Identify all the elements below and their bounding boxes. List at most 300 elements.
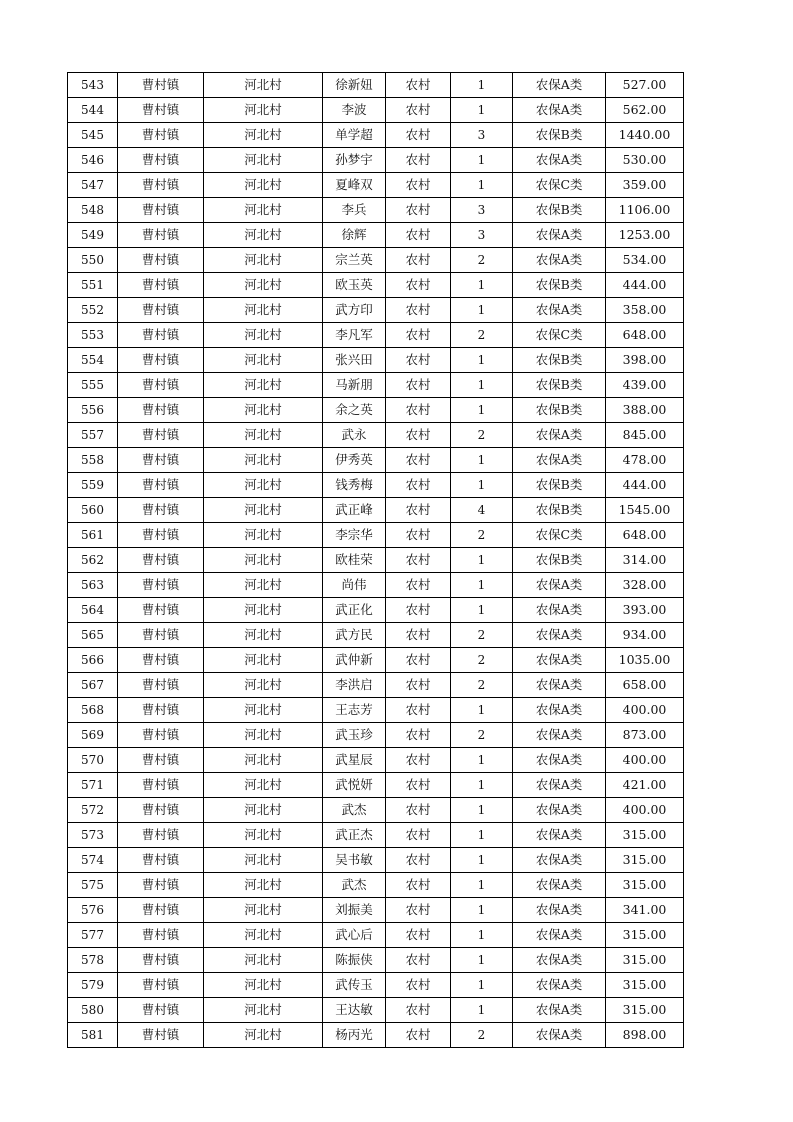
table-row <box>68 298 684 323</box>
table-row <box>68 823 684 848</box>
table-row <box>68 273 684 298</box>
cell-town: 曹村镇 <box>118 423 204 448</box>
table-row <box>68 73 684 98</box>
cell-town: 曹村镇 <box>118 248 204 273</box>
cell-no: 574 <box>68 848 118 873</box>
cell-no: 559 <box>68 473 118 498</box>
cell-amount: 648.00 <box>606 523 684 548</box>
cell-persons: 2 <box>451 673 513 698</box>
cell-category: 农保A类 <box>513 698 606 723</box>
cell-name: 李洪启 <box>323 673 386 698</box>
cell-no: 547 <box>68 173 118 198</box>
cell-area-type: 农村 <box>386 373 451 398</box>
table-row <box>68 673 684 698</box>
cell-town: 曹村镇 <box>118 148 204 173</box>
cell-village: 河北村 <box>204 123 323 148</box>
cell-category: 农保A类 <box>513 823 606 848</box>
cell-town: 曹村镇 <box>118 298 204 323</box>
cell-persons: 1 <box>451 948 513 973</box>
cell-category: 农保B类 <box>513 473 606 498</box>
cell-amount: 444.00 <box>606 473 684 498</box>
cell-no: 544 <box>68 98 118 123</box>
cell-village: 河北村 <box>204 848 323 873</box>
cell-village: 河北村 <box>204 423 323 448</box>
cell-category: 农保C类 <box>513 173 606 198</box>
cell-amount: 398.00 <box>606 348 684 373</box>
cell-category: 农保A类 <box>513 248 606 273</box>
cell-area-type: 农村 <box>386 198 451 223</box>
table-row <box>68 548 684 573</box>
cell-area-type: 农村 <box>386 498 451 523</box>
cell-name: 李宗华 <box>323 523 386 548</box>
cell-village: 河北村 <box>204 573 323 598</box>
cell-name: 钱秀梅 <box>323 473 386 498</box>
cell-persons: 1 <box>451 573 513 598</box>
cell-no: 554 <box>68 348 118 373</box>
cell-village: 河北村 <box>204 1023 323 1048</box>
cell-category: 农保A类 <box>513 148 606 173</box>
cell-no: 580 <box>68 998 118 1023</box>
cell-area-type: 农村 <box>386 823 451 848</box>
cell-no: 567 <box>68 673 118 698</box>
cell-no: 576 <box>68 898 118 923</box>
cell-no: 568 <box>68 698 118 723</box>
cell-name: 武正化 <box>323 598 386 623</box>
table-row <box>68 948 684 973</box>
cell-no: 548 <box>68 198 118 223</box>
cell-town: 曹村镇 <box>118 723 204 748</box>
cell-name: 刘振美 <box>323 898 386 923</box>
cell-no: 566 <box>68 648 118 673</box>
cell-name: 马新朋 <box>323 373 386 398</box>
cell-name: 武传玉 <box>323 973 386 998</box>
cell-amount: 315.00 <box>606 823 684 848</box>
cell-area-type: 农村 <box>386 648 451 673</box>
cell-amount: 315.00 <box>606 948 684 973</box>
cell-category: 农保A类 <box>513 873 606 898</box>
table-row <box>68 898 684 923</box>
cell-persons: 1 <box>451 173 513 198</box>
table-row <box>68 198 684 223</box>
cell-village: 河北村 <box>204 148 323 173</box>
cell-area-type: 农村 <box>386 273 451 298</box>
cell-category: 农保A类 <box>513 948 606 973</box>
cell-name: 吴书敏 <box>323 848 386 873</box>
cell-no: 545 <box>68 123 118 148</box>
cell-category: 农保B类 <box>513 273 606 298</box>
cell-name: 欧玉英 <box>323 273 386 298</box>
cell-area-type: 农村 <box>386 448 451 473</box>
table-row <box>68 598 684 623</box>
cell-no: 563 <box>68 573 118 598</box>
cell-category: 农保A类 <box>513 223 606 248</box>
cell-area-type: 农村 <box>386 573 451 598</box>
cell-amount: 530.00 <box>606 148 684 173</box>
cell-category: 农保A类 <box>513 98 606 123</box>
cell-name: 李兵 <box>323 198 386 223</box>
cell-town: 曹村镇 <box>118 623 204 648</box>
cell-persons: 1 <box>451 348 513 373</box>
cell-persons: 1 <box>451 748 513 773</box>
cell-area-type: 农村 <box>386 173 451 198</box>
cell-town: 曹村镇 <box>118 948 204 973</box>
cell-area-type: 农村 <box>386 98 451 123</box>
cell-no: 569 <box>68 723 118 748</box>
cell-no: 543 <box>68 73 118 98</box>
table-row <box>68 123 684 148</box>
cell-persons: 1 <box>451 773 513 798</box>
cell-no: 573 <box>68 823 118 848</box>
cell-name: 伊秀英 <box>323 448 386 473</box>
cell-name: 王达敏 <box>323 998 386 1023</box>
table-row <box>68 148 684 173</box>
cell-no: 572 <box>68 798 118 823</box>
cell-category: 农保A类 <box>513 623 606 648</box>
cell-village: 河北村 <box>204 898 323 923</box>
table-row <box>68 448 684 473</box>
cell-town: 曹村镇 <box>118 348 204 373</box>
cell-name: 余之英 <box>323 398 386 423</box>
cell-persons: 2 <box>451 1023 513 1048</box>
cell-category: 农保A类 <box>513 448 606 473</box>
cell-village: 河北村 <box>204 948 323 973</box>
table-row <box>68 498 684 523</box>
table-row <box>68 473 684 498</box>
cell-village: 河北村 <box>204 323 323 348</box>
cell-area-type: 农村 <box>386 998 451 1023</box>
cell-area-type: 农村 <box>386 948 451 973</box>
cell-no: 553 <box>68 323 118 348</box>
cell-amount: 439.00 <box>606 373 684 398</box>
cell-category: 农保A类 <box>513 723 606 748</box>
cell-area-type: 农村 <box>386 423 451 448</box>
cell-amount: 315.00 <box>606 848 684 873</box>
cell-village: 河北村 <box>204 348 323 373</box>
table-row <box>68 423 684 448</box>
cell-persons: 1 <box>451 798 513 823</box>
cell-village: 河北村 <box>204 698 323 723</box>
cell-persons: 1 <box>451 398 513 423</box>
cell-village: 河北村 <box>204 198 323 223</box>
cell-amount: 1253.00 <box>606 223 684 248</box>
cell-town: 曹村镇 <box>118 123 204 148</box>
cell-village: 河北村 <box>204 623 323 648</box>
cell-name: 夏峰双 <box>323 173 386 198</box>
cell-category: 农保A类 <box>513 848 606 873</box>
table-row <box>68 873 684 898</box>
cell-persons: 2 <box>451 623 513 648</box>
cell-area-type: 农村 <box>386 148 451 173</box>
cell-no: 549 <box>68 223 118 248</box>
table-row <box>68 348 684 373</box>
cell-village: 河北村 <box>204 798 323 823</box>
table-row <box>68 398 684 423</box>
table-row <box>68 623 684 648</box>
cell-area-type: 农村 <box>386 723 451 748</box>
cell-amount: 527.00 <box>606 73 684 98</box>
cell-category: 农保B类 <box>513 198 606 223</box>
cell-no: 562 <box>68 548 118 573</box>
table-row <box>68 248 684 273</box>
cell-village: 河北村 <box>204 673 323 698</box>
cell-amount: 341.00 <box>606 898 684 923</box>
cell-amount: 1545.00 <box>606 498 684 523</box>
cell-persons: 1 <box>451 73 513 98</box>
cell-persons: 1 <box>451 373 513 398</box>
cell-category: 农保A类 <box>513 673 606 698</box>
cell-no: 581 <box>68 1023 118 1048</box>
cell-amount: 400.00 <box>606 698 684 723</box>
cell-persons: 1 <box>451 98 513 123</box>
cell-village: 河北村 <box>204 398 323 423</box>
table-row <box>68 723 684 748</box>
cell-persons: 1 <box>451 473 513 498</box>
cell-village: 河北村 <box>204 723 323 748</box>
cell-area-type: 农村 <box>386 1023 451 1048</box>
cell-persons: 2 <box>451 323 513 348</box>
cell-name: 徐新妞 <box>323 73 386 98</box>
cell-town: 曹村镇 <box>118 673 204 698</box>
cell-persons: 1 <box>451 848 513 873</box>
cell-persons: 1 <box>451 923 513 948</box>
cell-amount: 658.00 <box>606 673 684 698</box>
cell-village: 河北村 <box>204 173 323 198</box>
table-row <box>68 848 684 873</box>
subsidy-table <box>67 72 684 1048</box>
table-row <box>68 923 684 948</box>
cell-persons: 3 <box>451 223 513 248</box>
cell-area-type: 农村 <box>386 73 451 98</box>
cell-area-type: 农村 <box>386 398 451 423</box>
cell-village: 河北村 <box>204 73 323 98</box>
table-row <box>68 523 684 548</box>
cell-town: 曹村镇 <box>118 748 204 773</box>
table-row <box>68 323 684 348</box>
cell-no: 552 <box>68 298 118 323</box>
cell-area-type: 农村 <box>386 523 451 548</box>
cell-town: 曹村镇 <box>118 698 204 723</box>
cell-no: 557 <box>68 423 118 448</box>
cell-amount: 328.00 <box>606 573 684 598</box>
cell-village: 河北村 <box>204 973 323 998</box>
cell-persons: 1 <box>451 898 513 923</box>
cell-amount: 359.00 <box>606 173 684 198</box>
cell-no: 570 <box>68 748 118 773</box>
cell-town: 曹村镇 <box>118 898 204 923</box>
cell-category: 农保A类 <box>513 973 606 998</box>
cell-name: 陈振侠 <box>323 948 386 973</box>
cell-village: 河北村 <box>204 98 323 123</box>
table-row <box>68 573 684 598</box>
cell-name: 武仲新 <box>323 648 386 673</box>
cell-area-type: 农村 <box>386 673 451 698</box>
cell-amount: 873.00 <box>606 723 684 748</box>
cell-village: 河北村 <box>204 823 323 848</box>
cell-persons: 1 <box>451 698 513 723</box>
cell-category: 农保A类 <box>513 898 606 923</box>
table-body <box>68 73 684 1048</box>
cell-area-type: 农村 <box>386 973 451 998</box>
cell-category: 农保A类 <box>513 1023 606 1048</box>
cell-name: 张兴田 <box>323 348 386 373</box>
table-row <box>68 373 684 398</box>
cell-category: 农保A类 <box>513 998 606 1023</box>
cell-no: 558 <box>68 448 118 473</box>
table-row <box>68 648 684 673</box>
cell-area-type: 农村 <box>386 623 451 648</box>
cell-amount: 444.00 <box>606 273 684 298</box>
cell-town: 曹村镇 <box>118 223 204 248</box>
cell-name: 武正峰 <box>323 498 386 523</box>
cell-persons: 1 <box>451 873 513 898</box>
cell-persons: 2 <box>451 523 513 548</box>
cell-persons: 1 <box>451 973 513 998</box>
cell-persons: 3 <box>451 123 513 148</box>
cell-persons: 3 <box>451 198 513 223</box>
cell-area-type: 农村 <box>386 473 451 498</box>
cell-area-type: 农村 <box>386 348 451 373</box>
cell-area-type: 农村 <box>386 548 451 573</box>
cell-town: 曹村镇 <box>118 798 204 823</box>
cell-persons: 1 <box>451 998 513 1023</box>
cell-category: 农保A类 <box>513 773 606 798</box>
cell-amount: 400.00 <box>606 748 684 773</box>
cell-name: 武方民 <box>323 623 386 648</box>
cell-name: 武杰 <box>323 873 386 898</box>
cell-amount: 315.00 <box>606 998 684 1023</box>
cell-category: 农保A类 <box>513 573 606 598</box>
table-row <box>68 698 684 723</box>
table-row <box>68 98 684 123</box>
cell-town: 曹村镇 <box>118 323 204 348</box>
cell-category: 农保C类 <box>513 523 606 548</box>
cell-persons: 1 <box>451 298 513 323</box>
cell-area-type: 农村 <box>386 773 451 798</box>
cell-category: 农保A类 <box>513 648 606 673</box>
cell-no: 577 <box>68 923 118 948</box>
cell-village: 河北村 <box>204 873 323 898</box>
cell-persons: 1 <box>451 273 513 298</box>
table-row <box>68 773 684 798</box>
cell-name: 李凡军 <box>323 323 386 348</box>
cell-area-type: 农村 <box>386 848 451 873</box>
cell-category: 农保B类 <box>513 498 606 523</box>
cell-area-type: 农村 <box>386 248 451 273</box>
cell-name: 武杰 <box>323 798 386 823</box>
cell-village: 河北村 <box>204 998 323 1023</box>
cell-name: 武正杰 <box>323 823 386 848</box>
cell-town: 曹村镇 <box>118 173 204 198</box>
cell-town: 曹村镇 <box>118 923 204 948</box>
cell-village: 河北村 <box>204 298 323 323</box>
cell-town: 曹村镇 <box>118 998 204 1023</box>
cell-amount: 315.00 <box>606 873 684 898</box>
cell-name: 杨丙光 <box>323 1023 386 1048</box>
cell-persons: 4 <box>451 498 513 523</box>
cell-village: 河北村 <box>204 523 323 548</box>
cell-name: 单学超 <box>323 123 386 148</box>
cell-category: 农保A类 <box>513 73 606 98</box>
cell-amount: 478.00 <box>606 448 684 473</box>
cell-area-type: 农村 <box>386 298 451 323</box>
cell-amount: 388.00 <box>606 398 684 423</box>
cell-category: 农保B类 <box>513 123 606 148</box>
cell-amount: 315.00 <box>606 923 684 948</box>
cell-name: 武悦妍 <box>323 773 386 798</box>
cell-amount: 1106.00 <box>606 198 684 223</box>
cell-village: 河北村 <box>204 598 323 623</box>
cell-town: 曹村镇 <box>118 398 204 423</box>
cell-persons: 1 <box>451 548 513 573</box>
cell-category: 农保A类 <box>513 923 606 948</box>
table-row <box>68 1023 684 1048</box>
cell-persons: 2 <box>451 648 513 673</box>
cell-town: 曹村镇 <box>118 73 204 98</box>
cell-persons: 2 <box>451 723 513 748</box>
cell-area-type: 农村 <box>386 873 451 898</box>
cell-town: 曹村镇 <box>118 848 204 873</box>
table-row <box>68 223 684 248</box>
cell-town: 曹村镇 <box>118 773 204 798</box>
cell-area-type: 农村 <box>386 898 451 923</box>
cell-village: 河北村 <box>204 748 323 773</box>
cell-no: 560 <box>68 498 118 523</box>
cell-amount: 400.00 <box>606 798 684 823</box>
cell-amount: 1035.00 <box>606 648 684 673</box>
cell-category: 农保B类 <box>513 398 606 423</box>
cell-village: 河北村 <box>204 248 323 273</box>
cell-area-type: 农村 <box>386 323 451 348</box>
cell-no: 579 <box>68 973 118 998</box>
cell-area-type: 农村 <box>386 223 451 248</box>
cell-amount: 315.00 <box>606 973 684 998</box>
cell-name: 徐辉 <box>323 223 386 248</box>
cell-amount: 898.00 <box>606 1023 684 1048</box>
table-row <box>68 798 684 823</box>
cell-category: 农保A类 <box>513 298 606 323</box>
cell-village: 河北村 <box>204 473 323 498</box>
cell-category: 农保A类 <box>513 598 606 623</box>
cell-name: 武永 <box>323 423 386 448</box>
cell-amount: 562.00 <box>606 98 684 123</box>
cell-area-type: 农村 <box>386 748 451 773</box>
cell-town: 曹村镇 <box>118 98 204 123</box>
cell-amount: 648.00 <box>606 323 684 348</box>
cell-no: 551 <box>68 273 118 298</box>
cell-category: 农保B类 <box>513 373 606 398</box>
table-row <box>68 173 684 198</box>
cell-area-type: 农村 <box>386 598 451 623</box>
cell-amount: 534.00 <box>606 248 684 273</box>
cell-amount: 314.00 <box>606 548 684 573</box>
cell-amount: 1440.00 <box>606 123 684 148</box>
cell-name: 孙梦宇 <box>323 148 386 173</box>
cell-no: 571 <box>68 773 118 798</box>
cell-town: 曹村镇 <box>118 1023 204 1048</box>
cell-town: 曹村镇 <box>118 873 204 898</box>
cell-town: 曹村镇 <box>118 448 204 473</box>
cell-area-type: 农村 <box>386 698 451 723</box>
cell-village: 河北村 <box>204 548 323 573</box>
cell-town: 曹村镇 <box>118 273 204 298</box>
cell-name: 武星辰 <box>323 748 386 773</box>
cell-amount: 934.00 <box>606 623 684 648</box>
cell-no: 546 <box>68 148 118 173</box>
cell-town: 曹村镇 <box>118 198 204 223</box>
cell-village: 河北村 <box>204 373 323 398</box>
cell-town: 曹村镇 <box>118 823 204 848</box>
cell-village: 河北村 <box>204 223 323 248</box>
